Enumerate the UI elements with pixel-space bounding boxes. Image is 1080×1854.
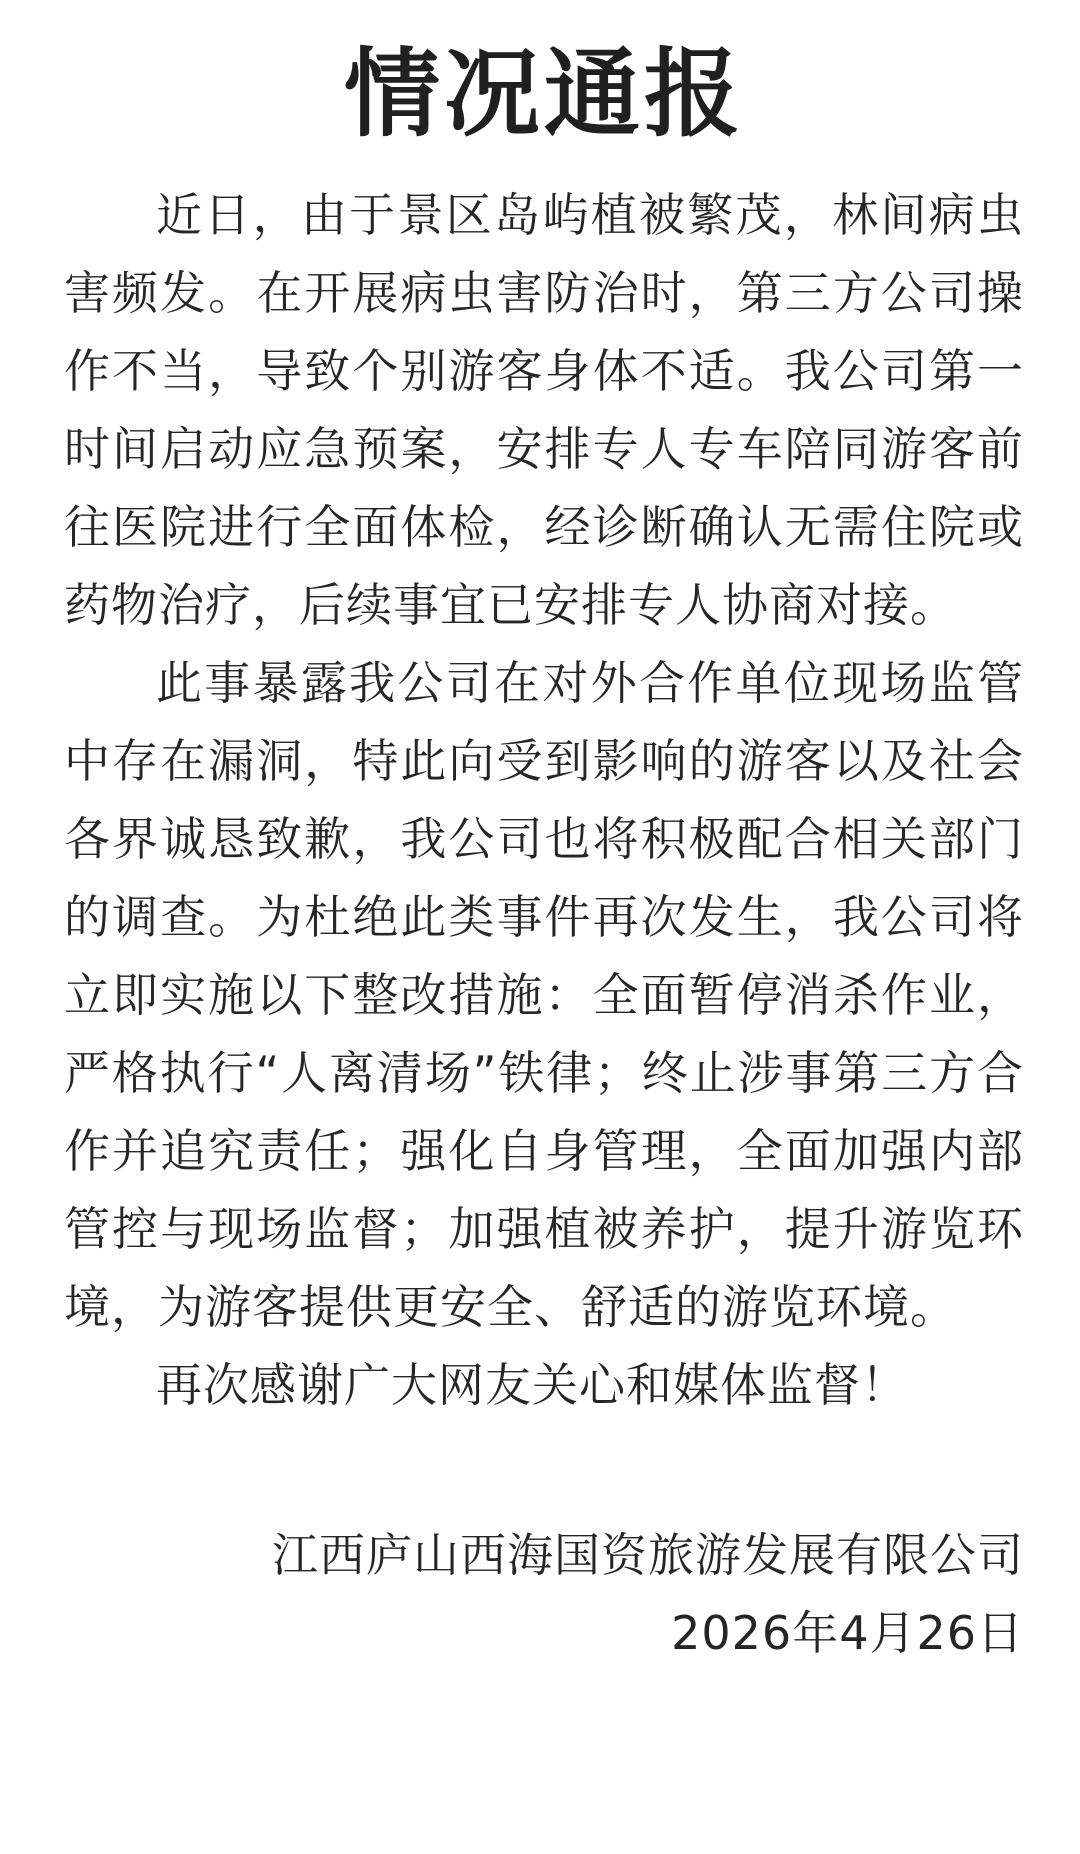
notice-document: [64, 0, 1024, 1672]
paragraph-thanks: 再次感谢广大网友关心和媒体监督！: [156, 1358, 908, 1412]
notice-title: 情况通报: [344, 38, 744, 150]
signature-block: [64, 1516, 1024, 1672]
paragraph-apology-measures: 此事暴露我公司在对外合作单位现场监管中存在漏洞，特此向受到影响的游客以及社会各界诚恳致歉，我公司也将积极配合相关部门的调查。为杜绝此类事件再次发生，我公司将立即实施以下整改措施：全面暂停消杀作业，严格执行“人离清场”铁律；终止涉事第三方合作并追究责任；强化自身管理，全面加强内部管控与现场监督；加强植被养护，提升游览环境，为游客提供更安全、舒适的游览环境。: [64, 656, 1024, 1334]
paragraph-incident: 近日，由于景区岛屿植被繁茂，林间病虫害频发。在开展病虫害防治时，第三方公司操作不当，导致个别游客身体不适。我公司第一时间启动应急预案，安排专人专车陪同游客前往医院进行全面体检，经诊断确认无需住院或药物治疗，后续事宜已安排专人协商对接。: [64, 188, 1024, 632]
issuing-organization: 江西庐山西海国资旅游发展有限公司: [272, 1528, 1024, 1582]
issue-date: 2026年4月26日: [671, 1606, 1024, 1660]
notice-body: [64, 176, 1024, 1424]
